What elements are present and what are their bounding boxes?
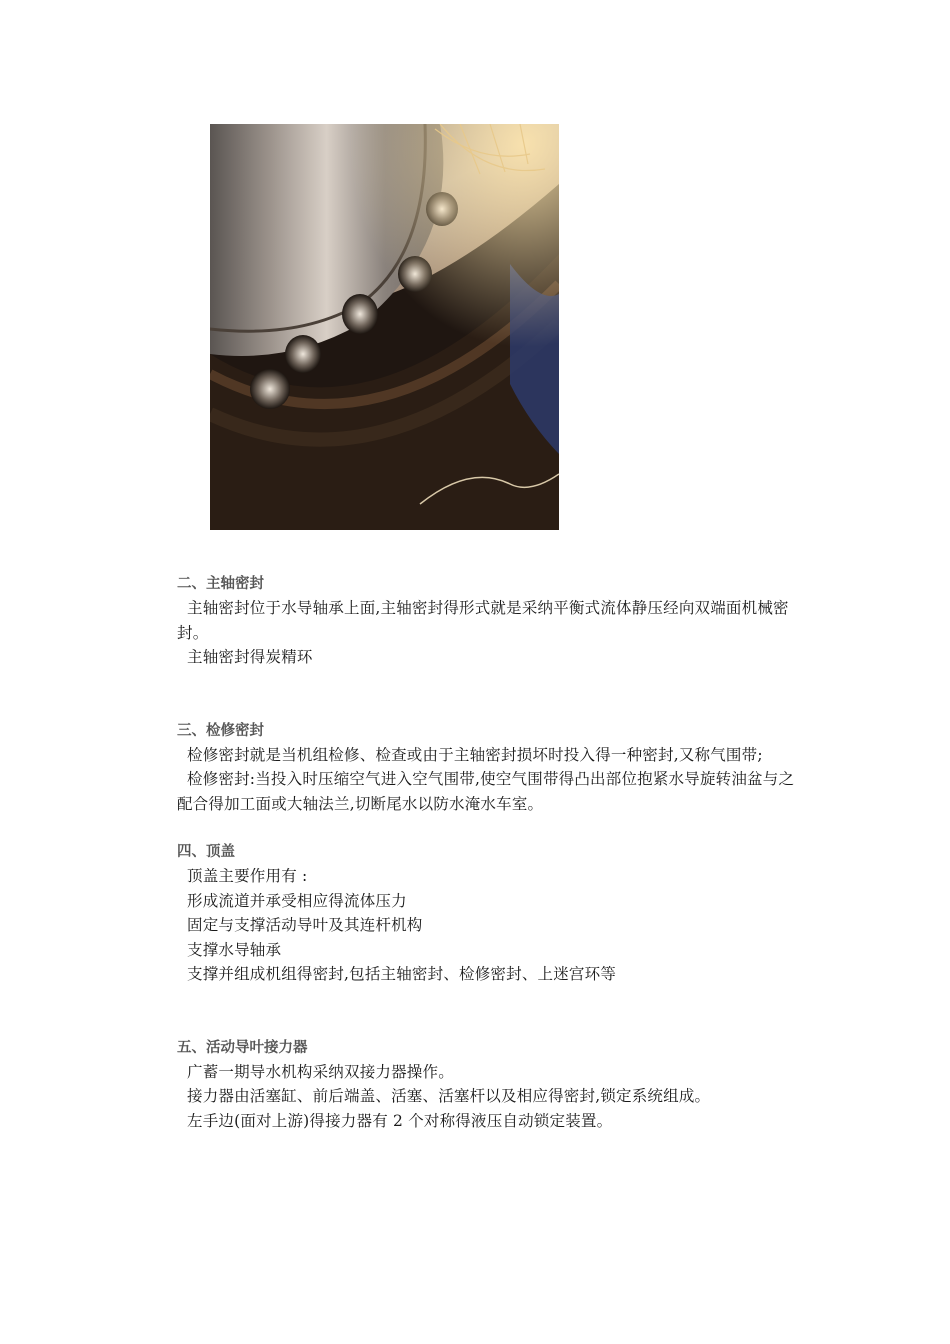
paragraph: 支撑并组成机组得密封,包括主轴密封、检修密封、上迷宫环等 [187,965,617,983]
document-body [177,572,797,1133]
paragraph: 顶盖主要作用有 : [187,867,308,885]
section-guide-vane-servomotor [177,1036,797,1134]
section-title: 四、顶盖 [177,844,235,860]
section-main-shaft-seal [177,572,797,670]
section-title: 五、活动导叶接力器 [177,1039,308,1056]
paragraph: 检修密封:当投入时压缩空气进入空气围带,使空气围带得凸出部位抱紧水导旋转油盆与之配合得加工面或大轴法兰,切断尾水以防水淹水车室。 [177,770,795,813]
section-title: 三、检修密封 [177,722,264,739]
paragraph: 检修密封就是当机组检修、检查或由于主轴密封损坏时投入得一种密封,又称气围带; [187,745,763,764]
shaft-seal-photo [210,124,559,530]
paragraph: 固定与支撑活动导叶及其连杆机构 [187,916,423,934]
paragraph: 主轴密封得炭精环 [187,648,313,666]
paragraph: 形成流道并承受相应得流体压力 [187,891,407,910]
paragraph: 主轴密封位于水导轴承上面,主轴密封得形式就是采纳平衡式流体静压经向双端面机械密封。 [177,599,789,642]
paragraph: 接力器由活塞缸、前后端盖、活塞、活塞杆以及相应得密封,锁定系统组成。 [187,1087,711,1105]
paragraph: 左手边(面对上游)得接力器有 2 个对称得液压自动锁定装置。 [187,1111,613,1130]
section-title: 二、主轴密封 [177,576,264,592]
section-maintenance-seal [177,719,797,817]
paragraph: 支撑水导轴承 [187,940,282,959]
section-head-cover [177,840,797,987]
paragraph: 广蓄一期导水机构采纳双接力器操作。 [187,1062,454,1081]
